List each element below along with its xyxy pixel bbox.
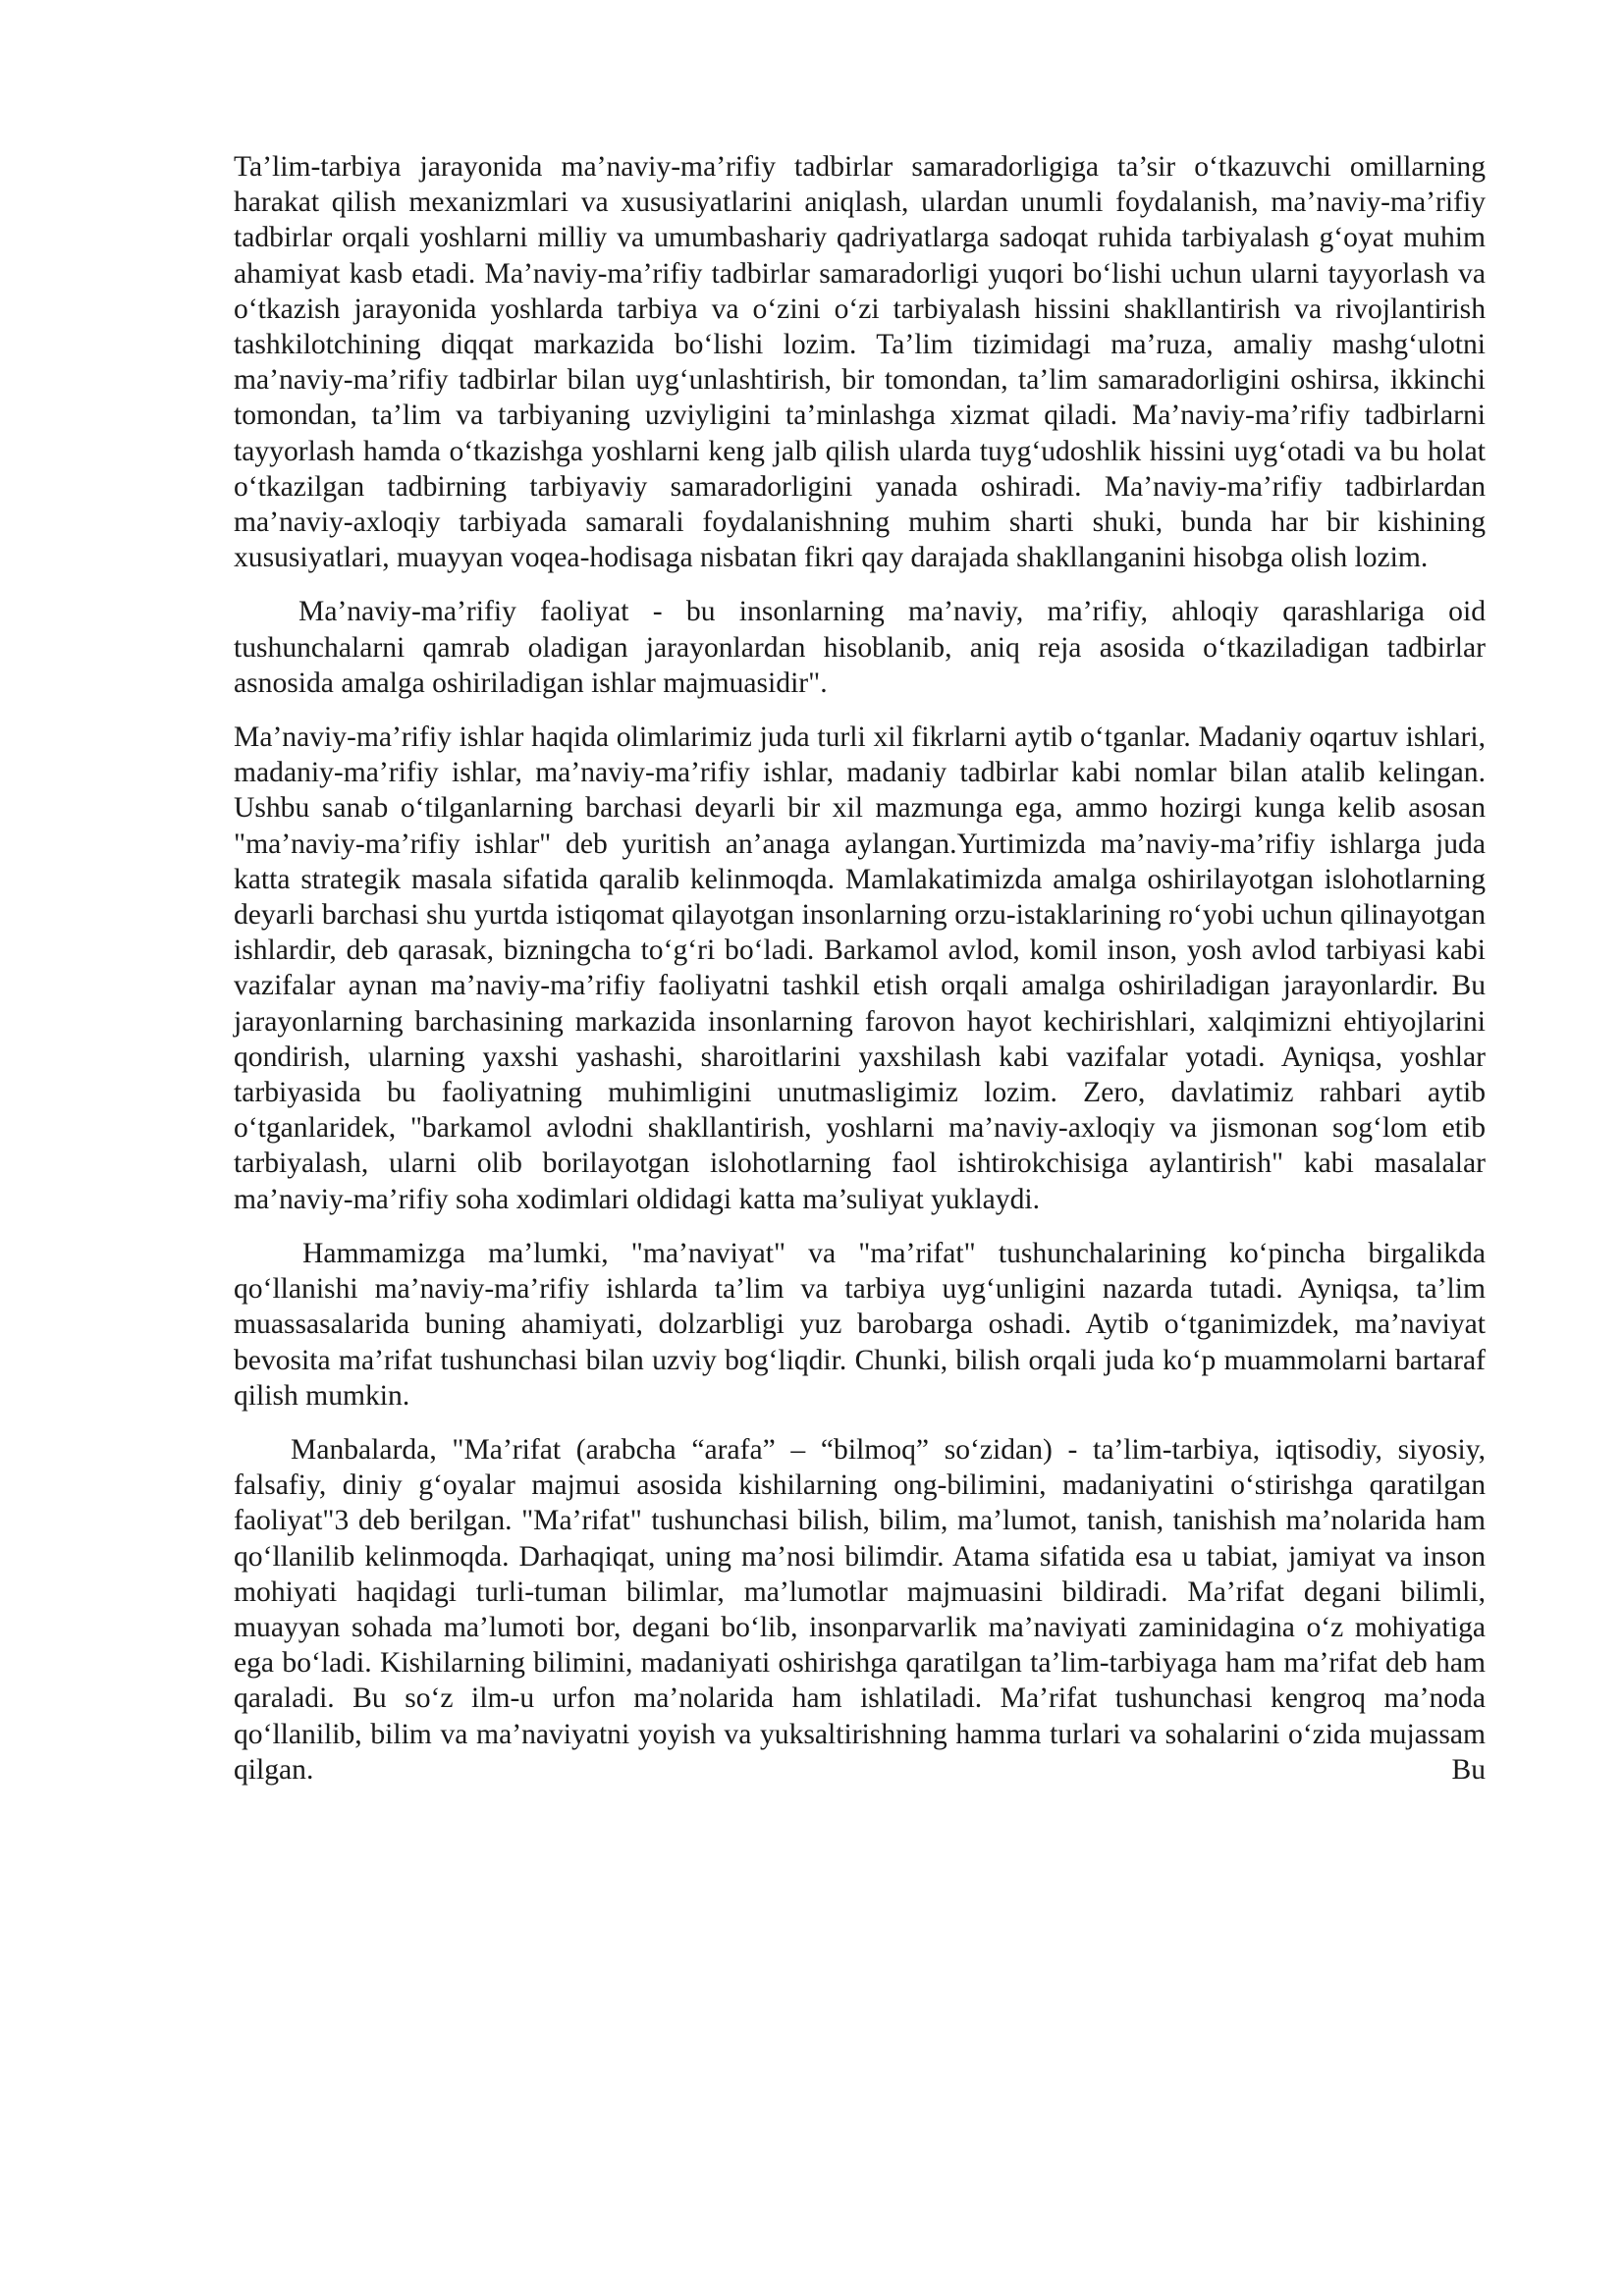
paragraph-spirituality-enlightenment: Hammamizga ma’lumki, "ma’naviyat" va "ma’rifat" tushunchalarining ko‘pincha birgalikda qo‘llanishi ma’naviy-ma’rifiy ishlarda ta’lim va tarbiya uyg‘unligini nazarda tutadi. Ayniqsa, ta’lim muassasalarida buning ahamiyati, dolzarbligi yuz barobarga oshadi. Aytib o‘tganimizdek, ma’naviyat bevosita ma’rifat tushunchasi bilan uzviy bog‘liqdir. Chunki, bilish orqali juda ko‘p muammolarni bartaraf qilish mumkin. xyxy=(234,1237,1486,1412)
paragraph-educational-activities: Ta’lim-tarbiya jarayonida ma’naviy-ma’rifiy tadbirlar samaradorligiga ta’sir o‘tkazuvchi omillarning harakat qilish mexanizmlari va xususiyatlarini aniqlash, ulardan unumli foydalanish, ma’naviy-ma’rifiy tadbirlar orqali yoshlarni milliy va umumbashariy qadriyatlarga sadoqat ruhida tarbiyalash g‘oyat muhim ahamiyat kasb etadi. Ma’naviy-ma’rifiy tadbirlar samaradorligi yuqori bo‘lishi uchun ularni tayyorlash va o‘tkazish jarayonida yoshlarda tarbiya va o‘zini o‘zi tarbiyalash hissini shakllantirish va rivojlantirish tashkilotchining diqqat markazida bo‘lishi lozim. Ta’lim tizimidagi ma’ruza, amaliy mashg‘ulotni ma’naviy-ma’rifiy tadbirlar bilan uyg‘unlashtirish, bir tomondan, ta’lim samaradorligini oshirsa, ikkinchi tomondan, ta’lim va tarbiyaning uzviyligini ta’minlashga xizmat qiladi. Ma’naviy-ma’rifiy tadbirlarni tayyorlash hamda o‘tkazishga yoshlarni keng jalb qilish ularda tuyg‘udoshlik hissini uyg‘otadi va bu holat o‘tkazilgan tadbirning tarbiyaviy samaradorligini yanada oshiradi. Ma’naviy-ma’rifiy tadbirlardan ma’naviy-axloqiy tarbiyada samarali foydalanishning muhim sharti shuki, bunda har bir kishining xususiyatlari, muayyan voqea-hodisaga nisbatan fikri qay darajada shakllanganini hisobga olish lozim. xyxy=(234,151,1486,574)
paragraph-scholars-views: Ma’naviy-ma’rifiy ishlar haqida olimlarimiz juda turli xil fikrlarni aytib o‘tganlar. Madaniy oqartuv ishlari, madaniy-ma’rifiy ishlar, ma’naviy-ma’rifiy ishlar, madaniy tadbirlar kabi nomlar bilan atalib kelingan. Ushbu sanab o‘tilganlarning barchasi deyarli bir xil mazmunga ega, ammo hozirgi kunga kelib asosan "ma’naviy-ma’rifiy ishlar" deb yuritish an’anaga aylangan.Yurtimizda ma’naviy-ma’rifiy ishlarga juda katta strategik masala sifatida qaralib kelinmoqda. Mamlakatimizda amalga oshirilayotgan islohotlarning deyarli barchasi shu yurtda istiqomat qilayotgan insonlarning orzu-istaklarining ro‘yobi uchun qilinayotgan ishlardir, deb qarasak, bizningcha to‘g‘ri bo‘ladi. Barkamol avlod, komil inson, yosh avlod tarbiyasi kabi vazifalar aynan ma’naviy-ma’rifiy faoliyatni tashkil etish orqali amalga oshiriladigan jarayonlardir. Bu jarayonlarning barchasining markazida insonlarning farovon hayot kechirishlari, xalqimizni ehtiyojlarini qondirish, ularning yaxshi yashashi, sharoitlarini yaxshilash kabi vazifalar yotadi. Ayniqsa, yoshlar tarbiyasida bu faoliyatning muhimligini unutmasligimiz lozim. Zero, davlatimiz rahbari aytib o‘tganlaridek, "barkamol avlodni shakllantirish, yoshlarni ma’naviy-axloqiy va jismonan sog‘lom etib tarbiyalash, ularni olib borilayotgan islohotlarning faol ishtirokchisiga aylantirish" kabi masalalar ma’naviy-ma’rifiy soha xodimlari oldidagi katta ma’suliyat yuklaydi. xyxy=(234,721,1486,1215)
paragraph-sources-marifat: Manbalarda, "Ma’rifat (arabcha “arafa” – “bilmoq” so‘zidan) - ta’lim-tarbiya, iqtisodiy, siyosiy, falsafiy, diniy g‘oyalar majmui asosida kishilarning ong-bilimini, madaniyatini o‘stirishga qaratilgan faoliyat"3 deb berilgan. "Ma’rifat" tushunchasi bilish, bilim, ma’lumot, tanish, tanishish ma’nolarida ham qo‘llanilib kelinmoqda. Darhaqiqat, uning ma’nosi bilimdir. Atama sifatida esa u tabiat, jamiyat va inson mohiyati haqidagi turli-tuman bilimlar, ma’lumotlar majmuasini bildiradi. Ma’rifat degani bilimli, muayyan sohada ma’lumoti bor, degani bo‘lib, insonparvarlik ma’naviyati zaminidagina o‘z mohiyatiga ega bo‘ladi. Kishilarning bilimini, madaniyati oshirishga qaratilgan ta’lim-tarbiyaga ham ma’rifat deb ham qaraladi. Bu so‘z ilm-u urfon ma’nolarida ham ishlatiladi. Ma’rifat tushunchasi kengroq ma’noda qo‘llanilib, bilim va ma’naviyatni yoyish va yuksaltirishning hamma turlari va sohalarini o‘zida mujassam qilgan. Bu xyxy=(234,1433,1486,1786)
document-page xyxy=(234,149,1486,1806)
paragraph-spiritual-activity-definition: Ma’naviy-ma’rifiy faoliyat - bu insonlarning ma’naviy, ma’rifiy, ahloqiy qarashlariga oid tushunchalarni qamrab oladigan jarayonlardan hisoblanib, aniq reja asosida o‘tkaziladigan tadbirlar asnosida amalga oshiriladigan ishlar majmuasidir". xyxy=(234,596,1486,699)
